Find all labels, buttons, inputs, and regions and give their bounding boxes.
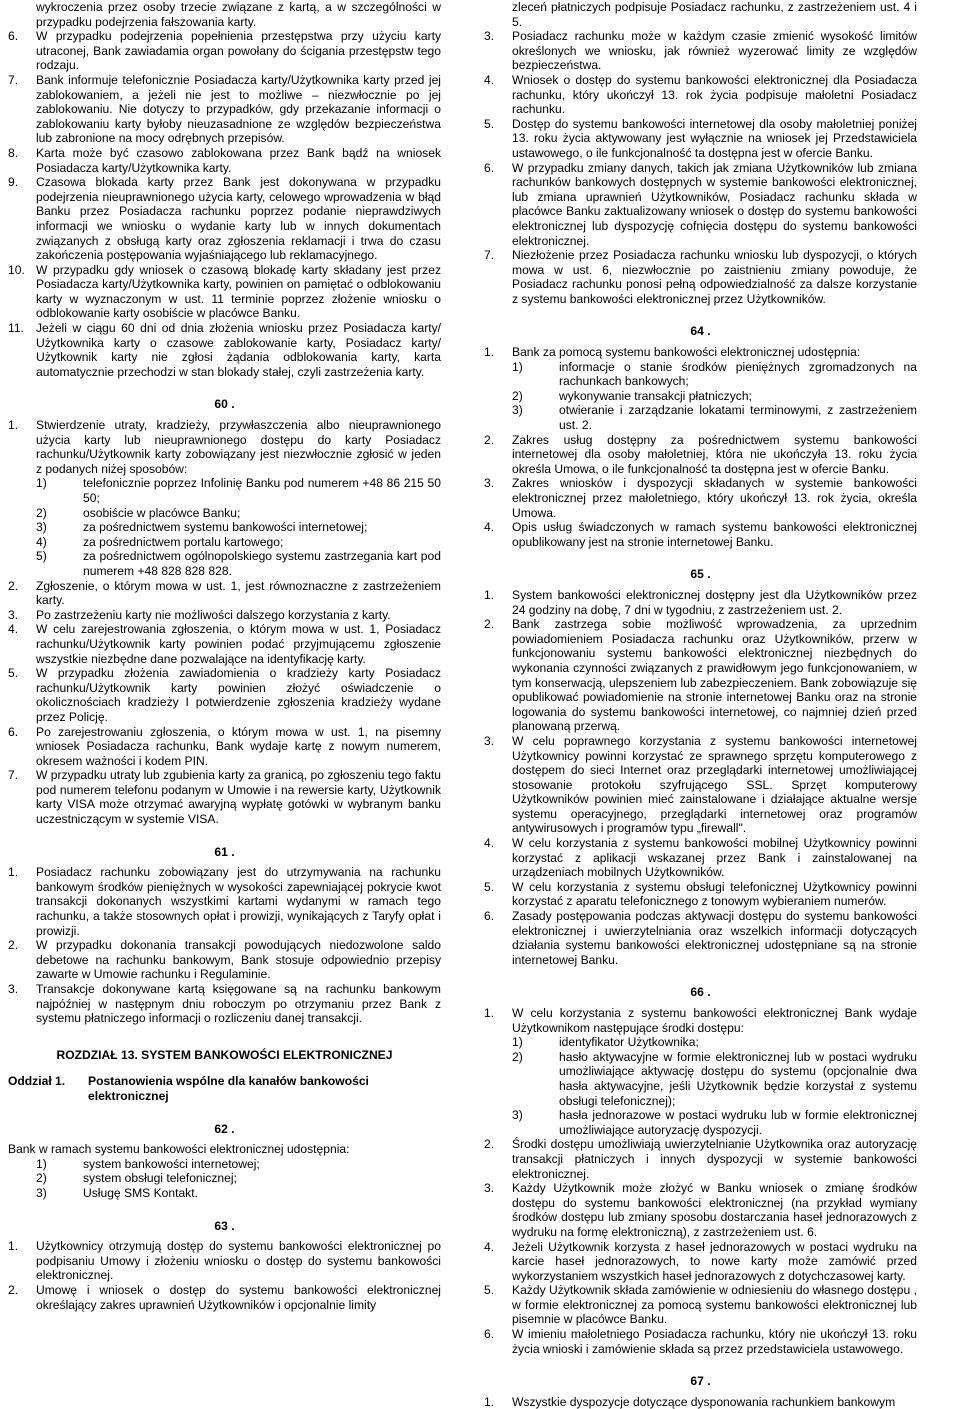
list-item: 1. Użytkownicy otrzymują dostęp do systemu bankowości elektronicznej po podpisaniu Umowy i złożeniu wniosku o dostęp do systemu bankowości elektronicznej.: [8, 1239, 441, 1283]
sub-list-item: 1) telefonicznie poprzez Infolinię Banku pod numerem +48 86 215 50 50;: [36, 476, 441, 505]
sub-list-item: 2) hasło aktywacyjne w formie elektronicznej lub w postaci wydruku umożliwiające aktywację dostępu do systemu (opcjonalnie dwa hasła aktywacyjne, jeśli Użytkownik będzie korzystał z systemu obsługi telefonicznej);: [512, 1049, 917, 1108]
sub-list-item: 3) Usługę SMS Kontakt.: [36, 1185, 198, 1200]
list-item: 6. Po zarejestrowaniu zgłoszenia, o którym mowa w ust. 1, na pisemny wniosek Posiadacza rachunku, Bank wydaje kartę z nowym numerem, okresem ważności i kodem PIN.: [8, 724, 441, 768]
sub-list-item: 5) za pośrednictwem ogólnopolskiego systemu zastrzegania kart pod numerem +48 828 828 828.: [36, 549, 441, 578]
list-item: 4. Jeżeli Użytkownik korzysta z haseł jednorazowych w postaci wydruku na karcie haseł jednorazowych, to nowe karty może zamówić przed wykorzystaniem wszystkich haseł jednorazowych z dotychczasowej karty.: [484, 1239, 917, 1283]
right-column: [484, 0, 917, 1409]
list-item: 3. Transakcje dokonywane kartą księgowane są na rachunku bankowym najpóźniej w następnym dniu roboczym po otrzymaniu przez Bank z systemu płatniczego informacji o rozliczeniu danej transakcji.: [8, 982, 441, 1026]
list-item: 5. W celu korzystania z systemu obsługi telefonicznej Użytkownicy powinni korzystać z aparatu telefonicznego z tonowym wybieraniem numerów.: [484, 879, 917, 909]
list-item: 6. W przypadku zmiany danych, takich jak zmiana Użytkowników lub zmiana rachunków bankowych dostępnych w systemie bankowości elektronicznej, lub zmiana uprawnień Użytkowników, Posiadacz rachunku składa w placówce Banku zaktualizowany wniosek o dostęp do systemu bankowości elektronicznej lub dyspozycję cofnięcia dostępu do systemu bankowości elektronicznej.: [484, 160, 917, 248]
list-item: 1. Stwierdzenie utraty, kradzieży, przywłaszczenia albo nieuprawnionego użycia karty lub nieuprawnionego dostępu do karty Posiadacz rachunku/Użytkownik karty zobowiązany jest niezwłocznie zgłosić w jeden z podanych niżej sposobów:: [8, 418, 441, 476]
list-item: 4. Wniosek o dostęp do systemu bankowości elektronicznej dla Posiadacza rachunku, który ukończył 13. rok życia podpisuje małoletni Posiadacz rachunku.: [484, 72, 917, 117]
list-item: 6. W przypadku podejrzenia popełnienia przestępstwa przy użyciu karty utraconej, Bank zawiadamia organ powołany do ścigania przestępstw tego rodzaju.: [8, 29, 441, 73]
list-item: 4. W celu zarejestrowania zgłoszenia, o którym mowa w ust. 1, Posiadacz rachunku/Użytkownik karty powinien podać przyjmującemu zgłoszenie wszystkie niezbędne dane pozwalające na identyfikację karty.: [8, 622, 441, 666]
list-item: 3. Każdy Użytkownik może złożyć w Banku wniosek o zmianę środków dostępu do systemu bankowości elektronicznej (na przykład wymiany środków dostępu lub zmiany sposobu dostarczania haseł jednorazowych z wydruku na formę elektroniczną), z zastrzeżeniem ust. 6.: [484, 1181, 917, 1239]
list-item: 3. Po zastrzeżeniu karty nie możliwości dalszego korzystania z karty.: [8, 607, 391, 622]
list-item: 3. W celu poprawnego korzystania z systemu bankowości internetowej Użytkownicy powinni korzystać ze sprawnego sprzętu komputerowego z dostępem do sieci Internet oraz przeglądarki internetowej umożliwiającej stosowanie protokołu szyfrującego SSL. Sprzęt komputerowy Użytkowników powinien mieć zainstalowane i działające aktualne wersje systemu operacyjnego, przeglądarki internetowej oraz programów antywirusowych i programów typu „firewall".: [484, 733, 917, 836]
list-item: 1. System bankowości elektronicznej dostępny jest dla Użytkowników przez 24 godziny na dobę, 7 dni w tygodniu, z zastrzeżeniem ust. 2.: [484, 587, 917, 617]
list-item: 10. W przypadku gdy wniosek o czasową blokadę karty składany jest przez Posiadacza karty/Użytkownika karty, powinien on pamiętać o odblokowaniu karty w wyznaczonym w ust. 11 terminie poprzez złożenie wniosku o odblokowanie karty osobiście w placówce Banku.: [8, 262, 441, 321]
list-item: 7. W przypadku utraty lub zgubienia karty za granicą, po zgłoszeniu tego faktu pod numerem telefonu podanym w Umowie i na rewersie karty, Użytkownik karty VISA może otrzymać awaryjną wypłatę gotówki w wybranym banku uczestniczącym w systemie VISA.: [8, 768, 441, 827]
paragraph: Bank w ramach systemu bankowości elektronicznej udostępnia:: [8, 1142, 350, 1157]
paragraph: zleceń płatniczych podpisuje Posiadacz rachunku, z zastrzeżeniem ust. 4 i 5.: [512, 0, 917, 29]
section-heading: 64 .: [690, 324, 711, 339]
section-heading: 63 .: [214, 1218, 235, 1233]
list-item: 3. Zakres wniosków i dyspozycji składanych w systemie bankowości elektronicznej przez małoletniego, który ukończył 13. rok życia, określa Umowa.: [484, 476, 917, 520]
section-heading: 65 .: [690, 567, 711, 582]
list-item: 5. W przypadku złożenia zawiadomienia o kradzieży karty Posiadacz rachunku/Użytkownik karty powinien złożyć oświadczenie o okolicznościach kradzieży I potwierdzenie zgłoszenia kradzieży wydane przez Policję.: [8, 666, 441, 724]
section-heading: 61 .: [214, 844, 235, 859]
sub-list-item: 1) informacje o stanie środków pieniężnych zgromadzonych na rachunkach bankowych;: [512, 359, 917, 389]
list-item: 5. Każdy Użytkownik składa zamówienie w odniesieniu do własnego dostępu , w formie elektronicznej za pomocą systemu bankowości elektronicznej lub pisemnie w placówce Banku.: [484, 1283, 917, 1327]
list-item: 4. W celu korzystania z systemu bankowości mobilnej Użytkownicy powinni korzystać z aplikacji wskazanej przez Bank i zainstalowanej na urządzeniach mobilnych Użytkowników.: [484, 836, 917, 880]
sub-list-item: 3) hasła jednorazowe w postaci wydruku lub w formie elektronicznej umożliwiające autoryzację dyspozycji.: [512, 1108, 917, 1137]
list-item: 1. W celu korzystania z systemu bankowości elektronicznej Bank wydaje Użytkownikom następujące środki dostępu:: [484, 1006, 917, 1035]
sub-list-item: 1) system bankowości internetowej;: [36, 1156, 260, 1171]
sub-list-item: 3) otwieranie i zarządzanie lokatami terminowymi, z zastrzeżeniem ust. 2.: [512, 403, 917, 433]
section-heading: 66 .: [690, 985, 711, 1000]
list-item: 2. Umowę i wniosek o dostęp do systemu bankowości elektronicznej określający zakres uprawnień Użytkowników i opcjonalnie limity: [8, 1282, 441, 1312]
section-heading: 60 .: [214, 397, 235, 412]
list-item: 1. Posiadacz rachunku zobowiązany jest do utrzymywania na rachunku bankowym środków pieniężnych w wysokości zapewniającej pokrycie kwot transakcji dokonanych wszystkimi kartami wydanymi w ramach tego rachunku, a także stosownych opłat i prowizji, wynikających z Taryfy opłat i prowizji.: [8, 865, 441, 938]
list-item: 11. Jeżeli w ciągu 60 dni od dnia złożenia wniosku przez Posiadacza karty/ Użytkownika karty o czasowe zablokowanie karty, Posiadacz karty/ Użytkownik karty nie zgłosi żądania odblokowania karty, karta automatycznie przechodzi w stan blokady stałej, czyli zastrzeżenia karty.: [8, 321, 441, 379]
list-item: 2. Środki dostępu umożliwiają uwierzytelnianie Użytkownika oraz autoryzację transakcji płatniczych i innych dyspozycji w systemie bankowości elektronicznej.: [484, 1137, 917, 1181]
division-heading: Oddział 1. Postanowienia wspólne dla kanałów bankowości elektronicznej: [8, 1074, 369, 1103]
list-item: 3. Posiadacz rachunku może w każdym czasie zmienić wysokość limitów określonych we wniosku, jak również wyzerować limity ze względów bezpieczeństwa.: [484, 29, 917, 73]
list-item: 2. Zgłoszenie, o którym mowa w ust. 1, jest równoznaczne z zastrzeżeniem karty.: [8, 578, 441, 608]
list-item: 7. Bank informuje telefonicznie Posiadacza karty/Użytkownika karty przed jej zablokowaniem, a jeżeli nie jest to możliwe – niezwłocznie po jej zablokowaniu. Nie dotyczy to przypadków, gdy przekazanie informacji o zablokowaniu karty byłoby nieuzasadnione ze względów bezpieczeństwa lub zabronione na mocy odrębnych przepisów.: [8, 72, 441, 146]
sub-list-item: 1) identyfikator Użytkownika;: [512, 1035, 699, 1050]
list-item: 1. Wszystkie dyspozycje dotyczące dysponowania rachunkiem bankowym: [484, 1394, 896, 1409]
chapter-heading: ROZDZIAŁ 13. SYSTEM BANKOWOŚCI ELEKTRONICZNEJ: [56, 1047, 393, 1062]
sub-list-item: 3) za pośrednictwem systemu bankowości internetowej;: [36, 520, 368, 535]
list-item: 9. Czasowa blokada karty przez Bank jest dokonywana w przypadku podejrzenia nieuprawnionego użycia karty, celowego wprowadzenia w błąd Banku przez Posiadacza rachunku poprzez podanie nieprawdziwych informacji we wniosku o wydanie karty lub w innych dokumentach związanych z obsługą karty oraz zgłoszenia reklamacji i trwa do czasu zakończenia postępowania wyjaśniającego lub reklamacyjnego.: [8, 175, 441, 263]
list-item: 8. Karta może być czasowo zablokowana przez Bank bądź na wniosek Posiadacza karty/Użytkownika karty.: [8, 145, 441, 175]
list-item: 4. Opis usług świadczonych w ramach systemu bankowości elektronicznej opublikowany jest na stronie internetowej Banku.: [484, 520, 917, 549]
list-item: 6. W imieniu małoletniego Posiadacza rachunku, który nie ukończył 13. roku życia wnioski i zamówienie składa są przez przedstawiciela ustawowego.: [484, 1327, 917, 1356]
list-item: 7. Niezłożenie przez Posiadacza rachunku wniosku lub dyspozycji, o których mowa w ust. 6, niezwłocznie po zaistnieniu zmiany powoduje, że Posiadacz rachunku ponosi pełną odpowiedzialność za dalsze korzystanie z systemu bankowości elektronicznej przez Użytkowników.: [484, 248, 917, 306]
left-column: [8, 0, 441, 1312]
sub-list-item: 2) system obsługi telefonicznej;: [36, 1171, 237, 1186]
list-item: 2. W przypadku dokonania transakcji powodujących niedozwolone saldo debetowe na rachunku bankowym, Bank stosuje odpowiednio przepisy zawarte w Umowie rachunku i Regulaminie.: [8, 938, 441, 982]
paragraph: wykroczenia przez osoby trzecie związane z kartą, a w szczególności w przypadku podejrzenia fałszowania karty.: [36, 0, 441, 29]
list-item: 2. Zakres usług dostępny za pośrednictwem systemu bankowości internetowej dla osoby małoletniej, która nie ukończyła 13. roku życia określa Umowa, o ile funkcjonalność ta dostępna jest w ofercie Banku.: [484, 432, 917, 476]
list-item: 5. Dostęp do systemu bankowości internetowej dla osoby małoletniej poniżej 13. roku życia aktywowany jest wyłącznie na wniosek jej Przedstawiciela ustawowego, o ile funkcjonalność ta dostępna jest w ofercie Banku.: [484, 116, 917, 160]
sub-list-item: 2) wykonywanie transakcji płatniczych;: [512, 388, 752, 403]
sub-list-item: 4) za pośrednictwem portalu kartowego;: [36, 534, 284, 549]
sub-list-item: 2) osobiście w placówce Banku;: [36, 505, 241, 520]
list-item: 6. Zasady postępowania podczas aktywacji dostępu do systemu bankowości elektronicznej i uwierzytelniania oraz wszelkich informacji dotyczących działania systemu bankowości elektronicznej udostępniane są na stronie internetowej Banku.: [484, 909, 917, 967]
list-item: 1. Bank za pomocą systemu bankowości elektronicznej udostępnia:: [484, 345, 861, 360]
list-item: 2. Bank zastrzega sobie możliwość wprowadzenia, za uprzednim powiadomieniem Posiadacza rachunku oraz Użytkowników, przerw w funkcjonowaniu systemu bankowości elektronicznej niezbędnych do wykonania czynności związanych z prawidłowym jego funkcjonowaniem, w tym konserwacją, ulepszeniem lub zabezpieczeniem. Bank zobowiązuje się opublikować powiadomienie na stronie internetowej Banku oraz na stronie logowania do systemu bankowości internetowej, co najmniej dzień przed planowaną przerwą.: [484, 617, 917, 734]
section-heading: 67 .: [690, 1374, 711, 1389]
section-heading: 62 .: [214, 1121, 235, 1136]
